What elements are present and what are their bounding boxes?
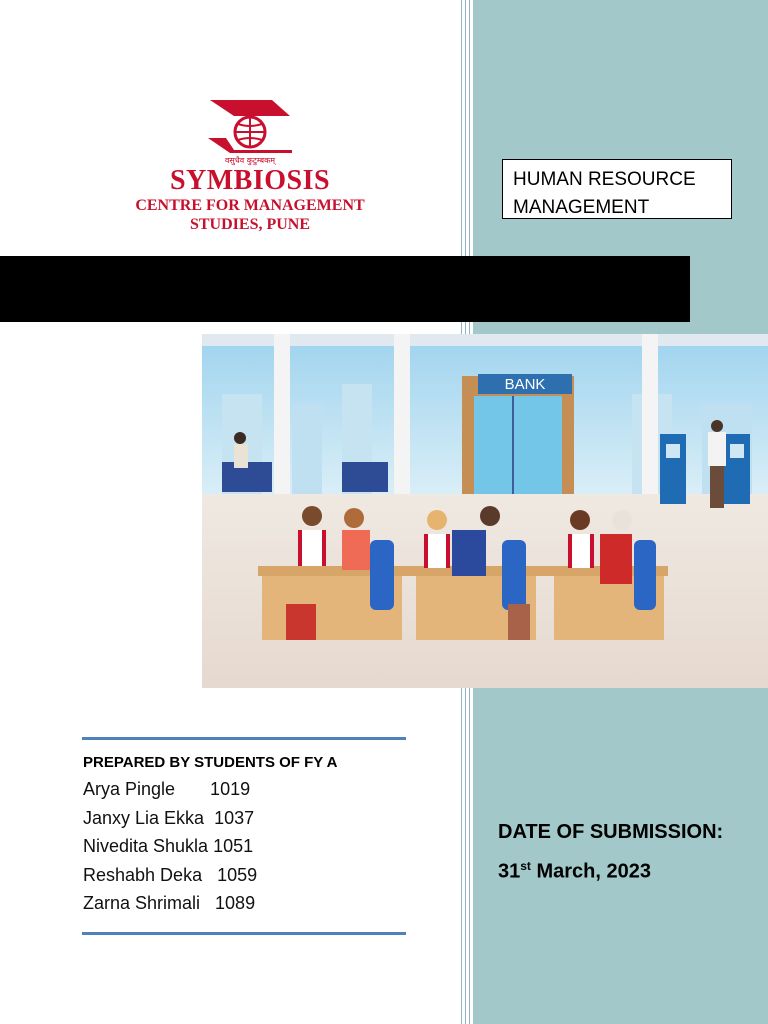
submission-month-year: March, 2023	[530, 860, 651, 883]
subject-line1: HUMAN RESOURCE	[513, 169, 696, 190]
submission-suffix: st	[520, 859, 531, 873]
logo-line2: STUDIES, PUNE	[189, 216, 311, 233]
section-rule	[82, 932, 406, 935]
submission-date	[498, 849, 723, 889]
section-rule	[82, 737, 406, 740]
bank-illustration	[202, 334, 768, 688]
symbiosis-emblem-icon	[204, 98, 296, 154]
logo-name: SYMBIOSIS	[169, 165, 331, 196]
symbiosis-logo	[130, 98, 370, 238]
logo-line1: CENTRE FOR MANAGEMENT	[135, 197, 365, 214]
prepared-heading: PREPARED BY STUDENTS OF FY A	[83, 754, 338, 771]
bank-sign: BANK	[504, 376, 546, 393]
prepared-by-section	[82, 737, 406, 935]
submission-label: DATE OF SUBMISSION:	[498, 821, 724, 843]
submission-day: 31	[498, 860, 521, 883]
submission-section	[498, 815, 723, 889]
subject-box	[502, 159, 732, 219]
member-item: Arya Pingle 1019	[83, 779, 251, 799]
subject-line2: MANAGEMENT	[513, 197, 650, 218]
member-item: Nivedita Shukla 1051	[83, 836, 254, 856]
title-bar	[0, 256, 690, 322]
member-item: Zarna Shrimali 1089	[83, 893, 256, 913]
logo-tagline: वसुधैव कुटुम्बकम्	[224, 156, 276, 165]
member-item: Reshabh Deka 1059	[83, 864, 258, 885]
member-item: Janxy Lia Ekka 1037	[83, 807, 255, 828]
bank-scene-image	[202, 334, 768, 688]
